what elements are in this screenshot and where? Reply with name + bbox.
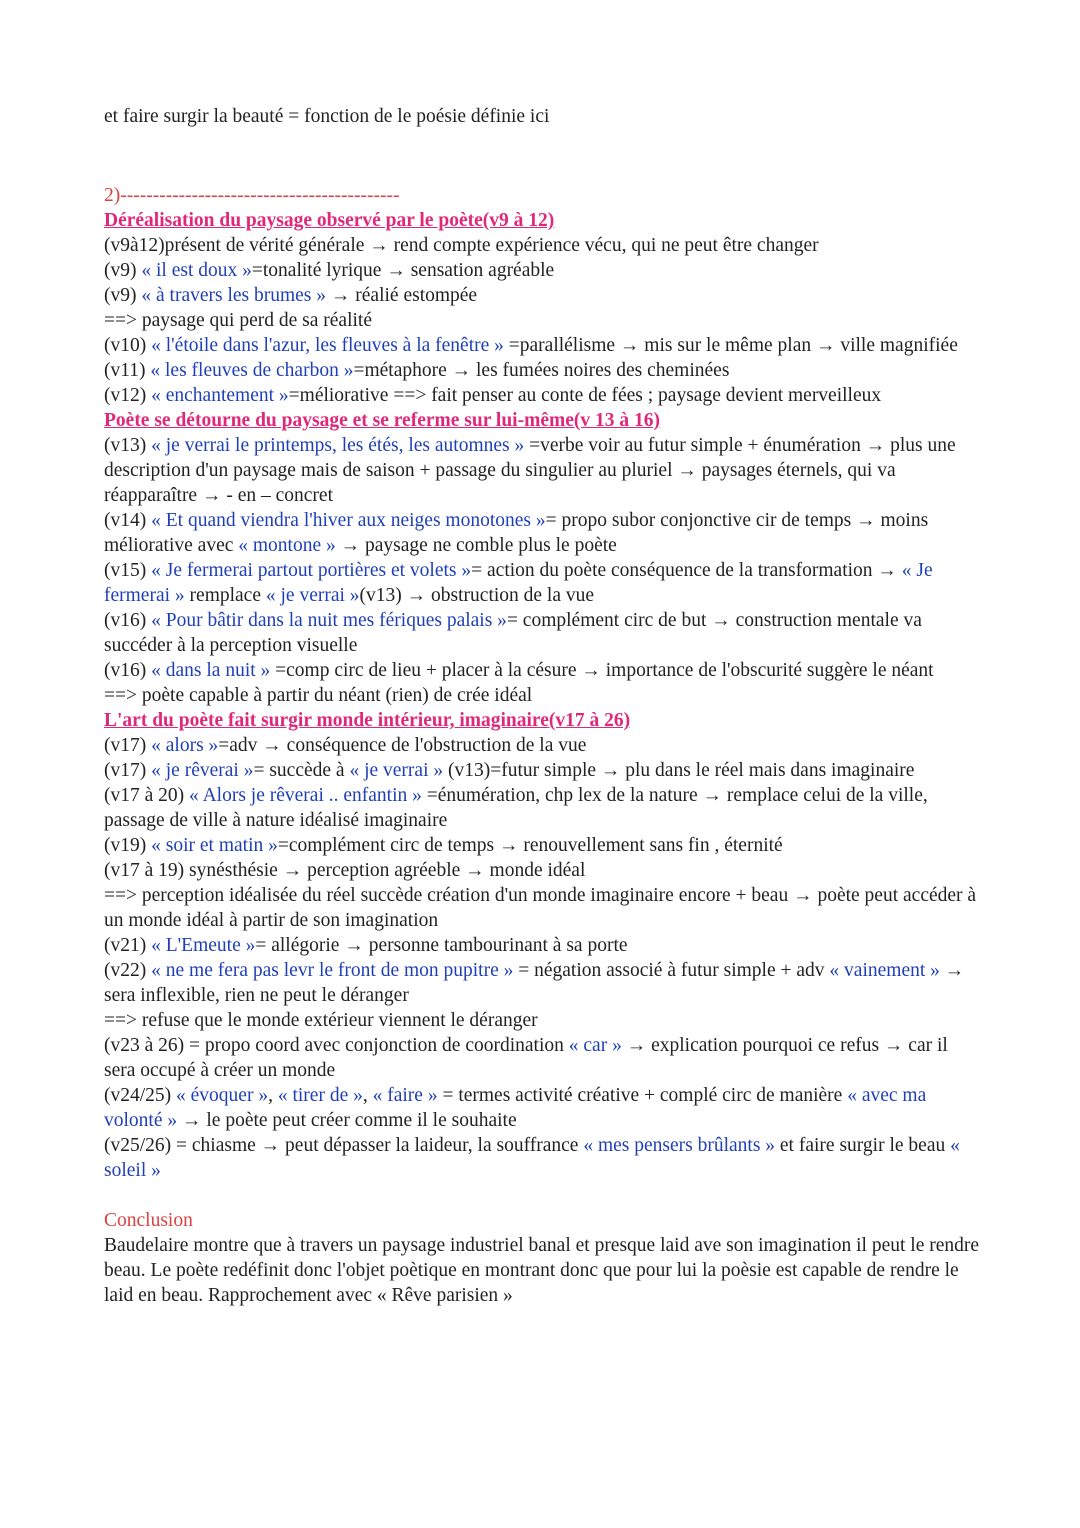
text-segment: =adv → conséquence de l'obstruction de la vue [218, 735, 587, 756]
text-segment: (v9à12)présent de vérité générale → rend compte expérience vécu, qui ne peut être changer [104, 235, 819, 256]
quote-segment: « Alors je rêverai .. enfantin » [189, 785, 422, 806]
quote-segment: « dans la nuit » [151, 660, 271, 681]
text-segment: (v12) [104, 385, 152, 406]
document-page [104, 104, 984, 1308]
text-segment: → explication pourquoi ce refus → car il sera occupé à créer un monde [104, 1035, 948, 1081]
analysis-line [104, 733, 984, 758]
text-segment: (v17 à 20) [104, 785, 190, 806]
quote-segment: « soleil » [104, 1135, 960, 1181]
quote-segment: « soir et matin » [151, 835, 278, 856]
text-segment: ==> poète capable à partir du néant (rien) de crée idéal [104, 685, 533, 706]
analysis-sections [104, 208, 984, 1183]
analysis-line [104, 383, 984, 408]
analysis-line [104, 658, 984, 683]
analysis-line [104, 833, 984, 858]
analysis-line [104, 883, 984, 933]
analysis-line [104, 508, 984, 558]
analysis-line [104, 1008, 984, 1033]
text-segment: et faire surgir le beau [775, 1135, 951, 1156]
text-segment: =tonalité lyrique → sensation agréable [251, 260, 555, 281]
section-heading: L'art du poète fait surgir monde intérieur, imaginaire(v17 à 26) [104, 710, 631, 731]
analysis-line [104, 558, 984, 608]
text-segment: =verbe voir au futur simple + énumération → plus une description d'un paysage mais de saison + passage du singulier au pluriel → paysages éternels, qui va réapparaître → - en – concret [104, 435, 956, 506]
analysis-line [104, 758, 984, 783]
quote-segment: « car » [568, 1035, 622, 1056]
quote-segment: « tirer de » [277, 1085, 363, 1106]
text-segment: = propo subor conjonctive cir de temps → moins méliorative avec [104, 510, 929, 556]
text-segment: = termes activité créative + complé circ de manière [437, 1085, 848, 1106]
quote-segment: « Et quand viendra l'hiver aux neiges monotones » [151, 510, 546, 531]
text-segment: =complément circ de temps → renouvellement sans fin , éternité [277, 835, 783, 856]
quote-segment: « je verrai » [265, 585, 360, 606]
quote-segment: « évoquer » [176, 1085, 269, 1106]
section-heading: Poète se détourne du paysage et se referme sur lui-même(v 13 à 16) [104, 410, 660, 431]
text-segment: (v17) [104, 760, 152, 781]
text-segment: → paysage ne comble plus le poète [335, 535, 617, 556]
quote-segment: « Pour bâtir dans la nuit mes fériques palais » [151, 610, 507, 631]
intro-line: et faire surgir la beauté = fonction de le poésie définie ici [104, 106, 550, 127]
text-segment: =parallélisme → mis sur le même plan → ville magnifiée [503, 335, 958, 356]
quote-segment: « Je fermerai » [104, 560, 933, 606]
text-segment: ==> refuse que le monde extérieur viennent le déranger [104, 1010, 538, 1031]
quote-segment: « à travers les brumes » [141, 285, 327, 306]
quote-segment: « je verrai le printemps, les étés, les automnes » [151, 435, 525, 456]
quote-segment: « avec ma volonté » [104, 1085, 927, 1131]
analysis-line [104, 933, 984, 958]
spacer [104, 156, 984, 183]
analysis-line [104, 1083, 984, 1133]
text-segment: =énumération, chp lex de la nature → remplace celui de la ville, passage de ville à nature idéalisé imaginaire [104, 785, 928, 831]
text-segment: (v15) [104, 560, 152, 581]
analysis-line [104, 858, 984, 883]
text-segment: (v10) [104, 335, 152, 356]
analysis-line [104, 608, 984, 658]
text-segment: → le poète peut créer comme il le souhaite [177, 1110, 517, 1131]
analysis-line [104, 1033, 984, 1083]
analysis-line [104, 283, 984, 308]
text-segment: (v11) [104, 360, 151, 381]
text-segment: , [362, 1085, 373, 1106]
part-2-marker: 2)------------------------------------------- [104, 185, 400, 206]
text-segment: (v24/25) [104, 1085, 177, 1106]
text-segment: = allégorie → personne tambourinant à sa porte [255, 935, 628, 956]
text-segment: = action du poète conséquence de la transformation → [471, 560, 902, 581]
quote-segment: « l'étoile dans l'azur, les fleuves à la fenêtre » [151, 335, 504, 356]
text-segment: (v13)=futur simple → plu dans le réel mais dans imaginaire [443, 760, 915, 781]
text-segment: (v25/26) = chiasme → peut dépasser la laideur, la souffrance [104, 1135, 584, 1156]
text-segment: = complément circ de but → construction mentale va succéder à la perception visuelle [104, 610, 922, 656]
text-segment: remplace [184, 585, 266, 606]
text-segment: =métaphore → les fumées noires des cheminées [353, 360, 730, 381]
conclusion-title: Conclusion [104, 1210, 193, 1231]
quote-segment: « montone » [238, 535, 336, 556]
text-segment: (v14) [104, 510, 152, 531]
text-segment: (v19) [104, 835, 152, 856]
text-segment: (v21) [104, 935, 152, 956]
quote-segment: « ne me fera pas levr le front de mon pupitre » [151, 960, 514, 981]
quote-segment: « Je fermerai partout portières et volets » [151, 560, 472, 581]
text-segment: ==> paysage qui perd de sa réalité [104, 310, 372, 331]
spacer [104, 129, 984, 156]
text-segment: → réalié estompée [326, 285, 478, 306]
analysis-line [104, 358, 984, 383]
conclusion-text: Baudelaire montre que à travers un paysage industriel banal et presque laid ave son imagination il peut le rendre beau. Le poète redéfinit donc l'objet poètique en montrant donc que pour lui la poèsie est capable de rendre le laid en beau. Rapprochement avec « Rêve parisien » [104, 1235, 980, 1306]
quote-segment: « enchantement » [151, 385, 289, 406]
quote-segment: « il est doux » [141, 260, 252, 281]
analysis-line [104, 333, 984, 358]
analysis-line [104, 233, 984, 258]
quote-segment: « les fleuves de charbon » [150, 360, 354, 381]
text-segment: ==> perception idéalisée du réel succède création d'un monde imaginaire encore + beau → poète peut accéder à un monde idéal à partir de son imagination [104, 885, 977, 931]
text-segment: (v23 à 26) = propo coord avec conjonction de coordination [104, 1035, 569, 1056]
text-segment: (v9) [104, 260, 142, 281]
analysis-line [104, 1133, 984, 1183]
quote-segment: « mes pensers brûlants » [583, 1135, 776, 1156]
analysis-line [104, 683, 984, 708]
text-segment: (v13) [104, 435, 152, 456]
analysis-line [104, 258, 984, 283]
quote-segment: « je rêverai » [151, 760, 254, 781]
quote-segment: « faire » [372, 1085, 438, 1106]
text-segment: =comp circ de lieu + placer à la césure → importance de l'obscurité suggère le néant [270, 660, 934, 681]
analysis-line [104, 433, 984, 508]
text-segment: (v16) [104, 660, 152, 681]
text-segment: , [268, 1085, 278, 1106]
analysis-line [104, 308, 984, 333]
text-segment: → sera inflexible, rien ne peut le déranger [104, 960, 965, 1006]
analysis-line [104, 958, 984, 1008]
section-heading: Déréalisation du paysage observé par le poète(v9 à 12) [104, 210, 555, 231]
text-segment: (v22) [104, 960, 152, 981]
quote-segment: « je verrai » [349, 760, 444, 781]
text-segment: = négation associé à futur simple + adv [513, 960, 830, 981]
quote-segment: « L'Emeute » [151, 935, 256, 956]
text-segment: (v9) [104, 285, 142, 306]
quote-segment: « vainement » [829, 960, 940, 981]
text-segment: (v13) → obstruction de la vue [359, 585, 595, 606]
text-segment: = succède à [253, 760, 350, 781]
text-segment: (v17 à 19) synésthésie → perception agréeble → monde idéal [104, 860, 586, 881]
analysis-line [104, 783, 984, 833]
text-segment: (v16) [104, 610, 152, 631]
text-segment: =méliorative ==> fait penser au conte de fées ; paysage devient merveilleux [288, 385, 882, 406]
spacer [104, 1183, 984, 1208]
text-segment: (v17) [104, 735, 152, 756]
quote-segment: « alors » [151, 735, 219, 756]
